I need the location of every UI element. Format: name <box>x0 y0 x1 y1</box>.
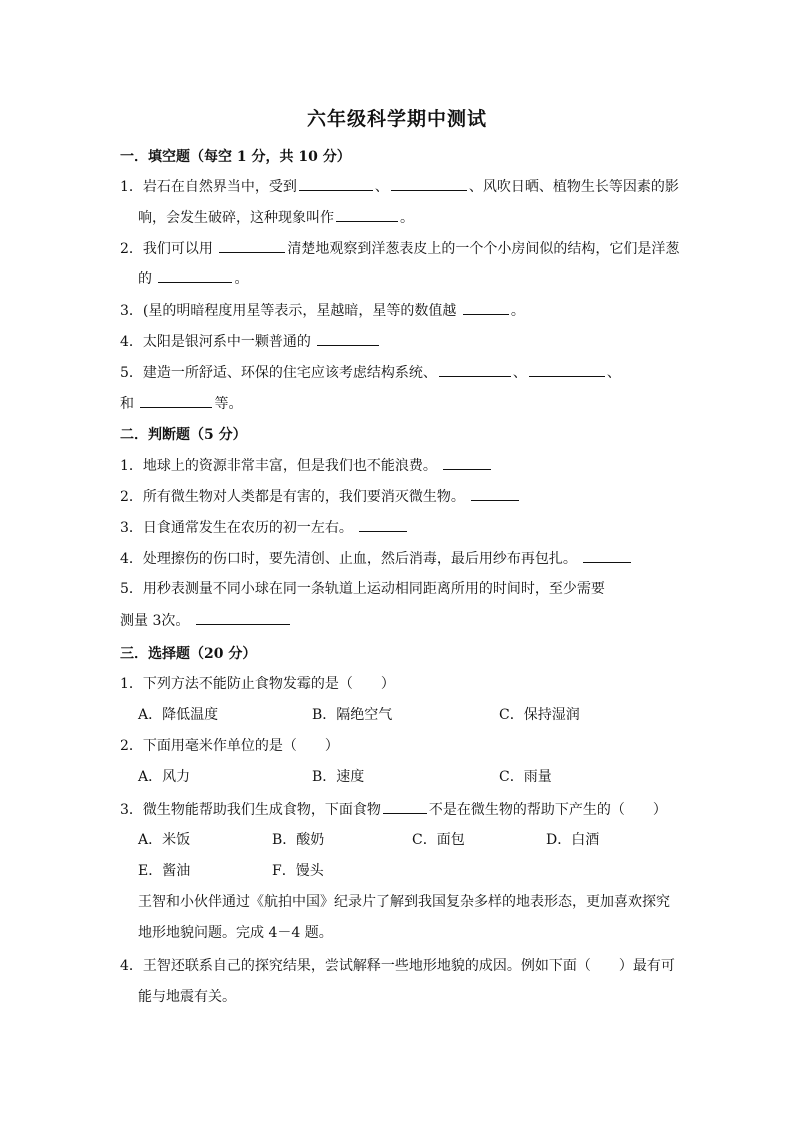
s3-q4-line1: 4．王智还联系自己的探究结果，尝试解释一些地形地貌的成因。例如下面（ ）最有可 <box>120 958 675 974</box>
s2-q5-line2 <box>120 610 292 631</box>
s1-q1-line1 <box>120 176 679 197</box>
section3-heading: 三．选择题（20 分） <box>120 646 257 662</box>
s2-q2-text: 2．所有微生物对人类都是有害的，我们要消灭微生物。 <box>120 489 470 505</box>
s3-q3-text-a: 3．微生物能帮助我们生成食物，下面食物 <box>120 802 381 818</box>
answer-blank[interactable] <box>196 610 290 625</box>
s1-q1-text-d: 响，会发生破碎，这种现象叫作 <box>138 210 334 226</box>
s1-q5-line1 <box>120 362 621 383</box>
s2-q4-line <box>120 548 633 569</box>
s3-q3-option-c[interactable]: C．面包 <box>412 832 465 848</box>
answer-blank[interactable] <box>336 207 398 222</box>
s1-q3-line <box>120 300 525 321</box>
s1-q5-text-a: 5．建造一所舒适、环保的住宅应该考虑结构系统、 <box>120 365 437 381</box>
s1-q4-text-a: 4．太阳是银河系中一颗普通的 <box>120 334 316 350</box>
s1-q2-text-c: 的 <box>138 271 157 287</box>
s3-q3-option-e[interactable]: E．酱油 <box>138 863 191 879</box>
s3-q1-option-b[interactable]: B．隔绝空气 <box>312 707 393 723</box>
s2-q1-text: 1．地球上的资源非常丰富，但是我们也不能浪费。 <box>120 458 442 474</box>
s1-q1-line2 <box>138 207 414 228</box>
answer-blank[interactable] <box>140 393 212 408</box>
s1-q5-text-d: 和 <box>120 396 139 412</box>
answer-blank[interactable] <box>317 331 379 346</box>
section2-heading: 二．判断题（5 分） <box>120 427 247 443</box>
s3-q3-text-b: 不是在微生物的帮助下产生的（ ） <box>428 802 667 818</box>
s3-q3-option-b[interactable]: B．酸奶 <box>272 832 325 848</box>
s1-q5-text-c: 、 <box>606 365 621 381</box>
s3-q3-option-f[interactable]: F．馒头 <box>272 863 324 879</box>
answer-blank[interactable] <box>443 455 491 470</box>
s3-q3-option-a[interactable]: A．米饭 <box>138 832 191 848</box>
s2-q3-line <box>120 517 409 538</box>
s1-q3-text-a: 3．(星的明暗程度用星等表示，星越暗，星等的数值越 <box>120 303 461 319</box>
s3-q2-option-a[interactable]: A．风力 <box>138 769 191 785</box>
answer-blank[interactable] <box>463 300 509 315</box>
answer-blank[interactable] <box>219 238 285 253</box>
answer-blank[interactable] <box>359 517 407 532</box>
s2-q1-line <box>120 455 493 476</box>
answer-blank[interactable] <box>439 362 511 377</box>
s3-q3-stem <box>120 799 667 820</box>
s1-q4-line <box>120 331 381 352</box>
s1-q1-text-a: 1．岩石在自然界当中，受到 <box>120 179 297 195</box>
s3-q1-option-c[interactable]: C．保持湿润 <box>499 707 580 723</box>
answer-blank[interactable] <box>158 268 232 283</box>
s2-q5-line1: 5．用秒表测量不同小球在同一条轨道上运动相同距离所用的时间时，至少需要 <box>120 581 605 597</box>
answer-blank[interactable] <box>583 548 631 563</box>
s3-q4-line2: 能与地震有关。 <box>138 989 236 1005</box>
section1-heading: 一．填空题（每空 1 分，共 10 分） <box>120 149 351 165</box>
s3-q2-option-b[interactable]: B．速度 <box>312 769 365 785</box>
s1-q1-text-b: 、 <box>374 179 389 195</box>
s1-q2-line1 <box>120 238 679 259</box>
answer-blank[interactable] <box>391 176 467 191</box>
answer-blank[interactable] <box>529 362 605 377</box>
s3-q1-option-a[interactable]: A．降低温度 <box>138 707 219 723</box>
s3-intro-line2: 地形地貌问题。完成 4－4 题。 <box>138 925 333 941</box>
answer-blank[interactable] <box>383 799 427 814</box>
s3-q3-option-d[interactable]: D．白酒 <box>546 832 600 848</box>
s3-q2-stem: 2．下面用毫米作单位的是（ ） <box>120 738 339 754</box>
s2-q4-text: 4．处理擦伤的伤口时，要先清创、止血，然后消毒，最后用纱布再包扎。 <box>120 551 582 567</box>
answer-blank[interactable] <box>471 486 519 501</box>
s1-q2-text-b: 清楚地观察到洋葱表皮上的一个个小房间似的结构，它们是洋葱 <box>287 241 680 257</box>
s1-q1-text-c: 、风吹日晒、植物生长等因素的影 <box>468 179 679 195</box>
s1-q3-text-b: 。 <box>510 303 525 319</box>
s1-q5-text-e: 等。 <box>214 396 243 412</box>
s1-q2-text-d: 。 <box>234 271 249 287</box>
s3-q1-stem: 1．下列方法不能防止食物发霉的是（ ） <box>120 676 395 692</box>
s1-q2-line2 <box>138 268 248 289</box>
s2-q5-text-b: 测量 3次。 <box>120 613 194 629</box>
s3-q2-option-c[interactable]: C．雨量 <box>499 769 552 785</box>
s1-q2-text-a: 2．我们可以用 <box>120 241 218 257</box>
s1-q1-text-e: 。 <box>400 210 414 226</box>
s3-intro-line1: 王智和小伙伴通过《航拍中国》纪录片了解到我国复杂多样的地表形态，更加喜欢探究 <box>138 894 670 910</box>
s1-q5-line2 <box>120 393 242 414</box>
s1-q5-text-b: 、 <box>512 365 527 381</box>
s2-q2-line <box>120 486 521 507</box>
answer-blank[interactable] <box>299 176 373 191</box>
s2-q3-text: 3．日食通常发生在农历的初一左右。 <box>120 520 358 536</box>
page-title: 六年级科学期中测试 <box>306 108 487 130</box>
